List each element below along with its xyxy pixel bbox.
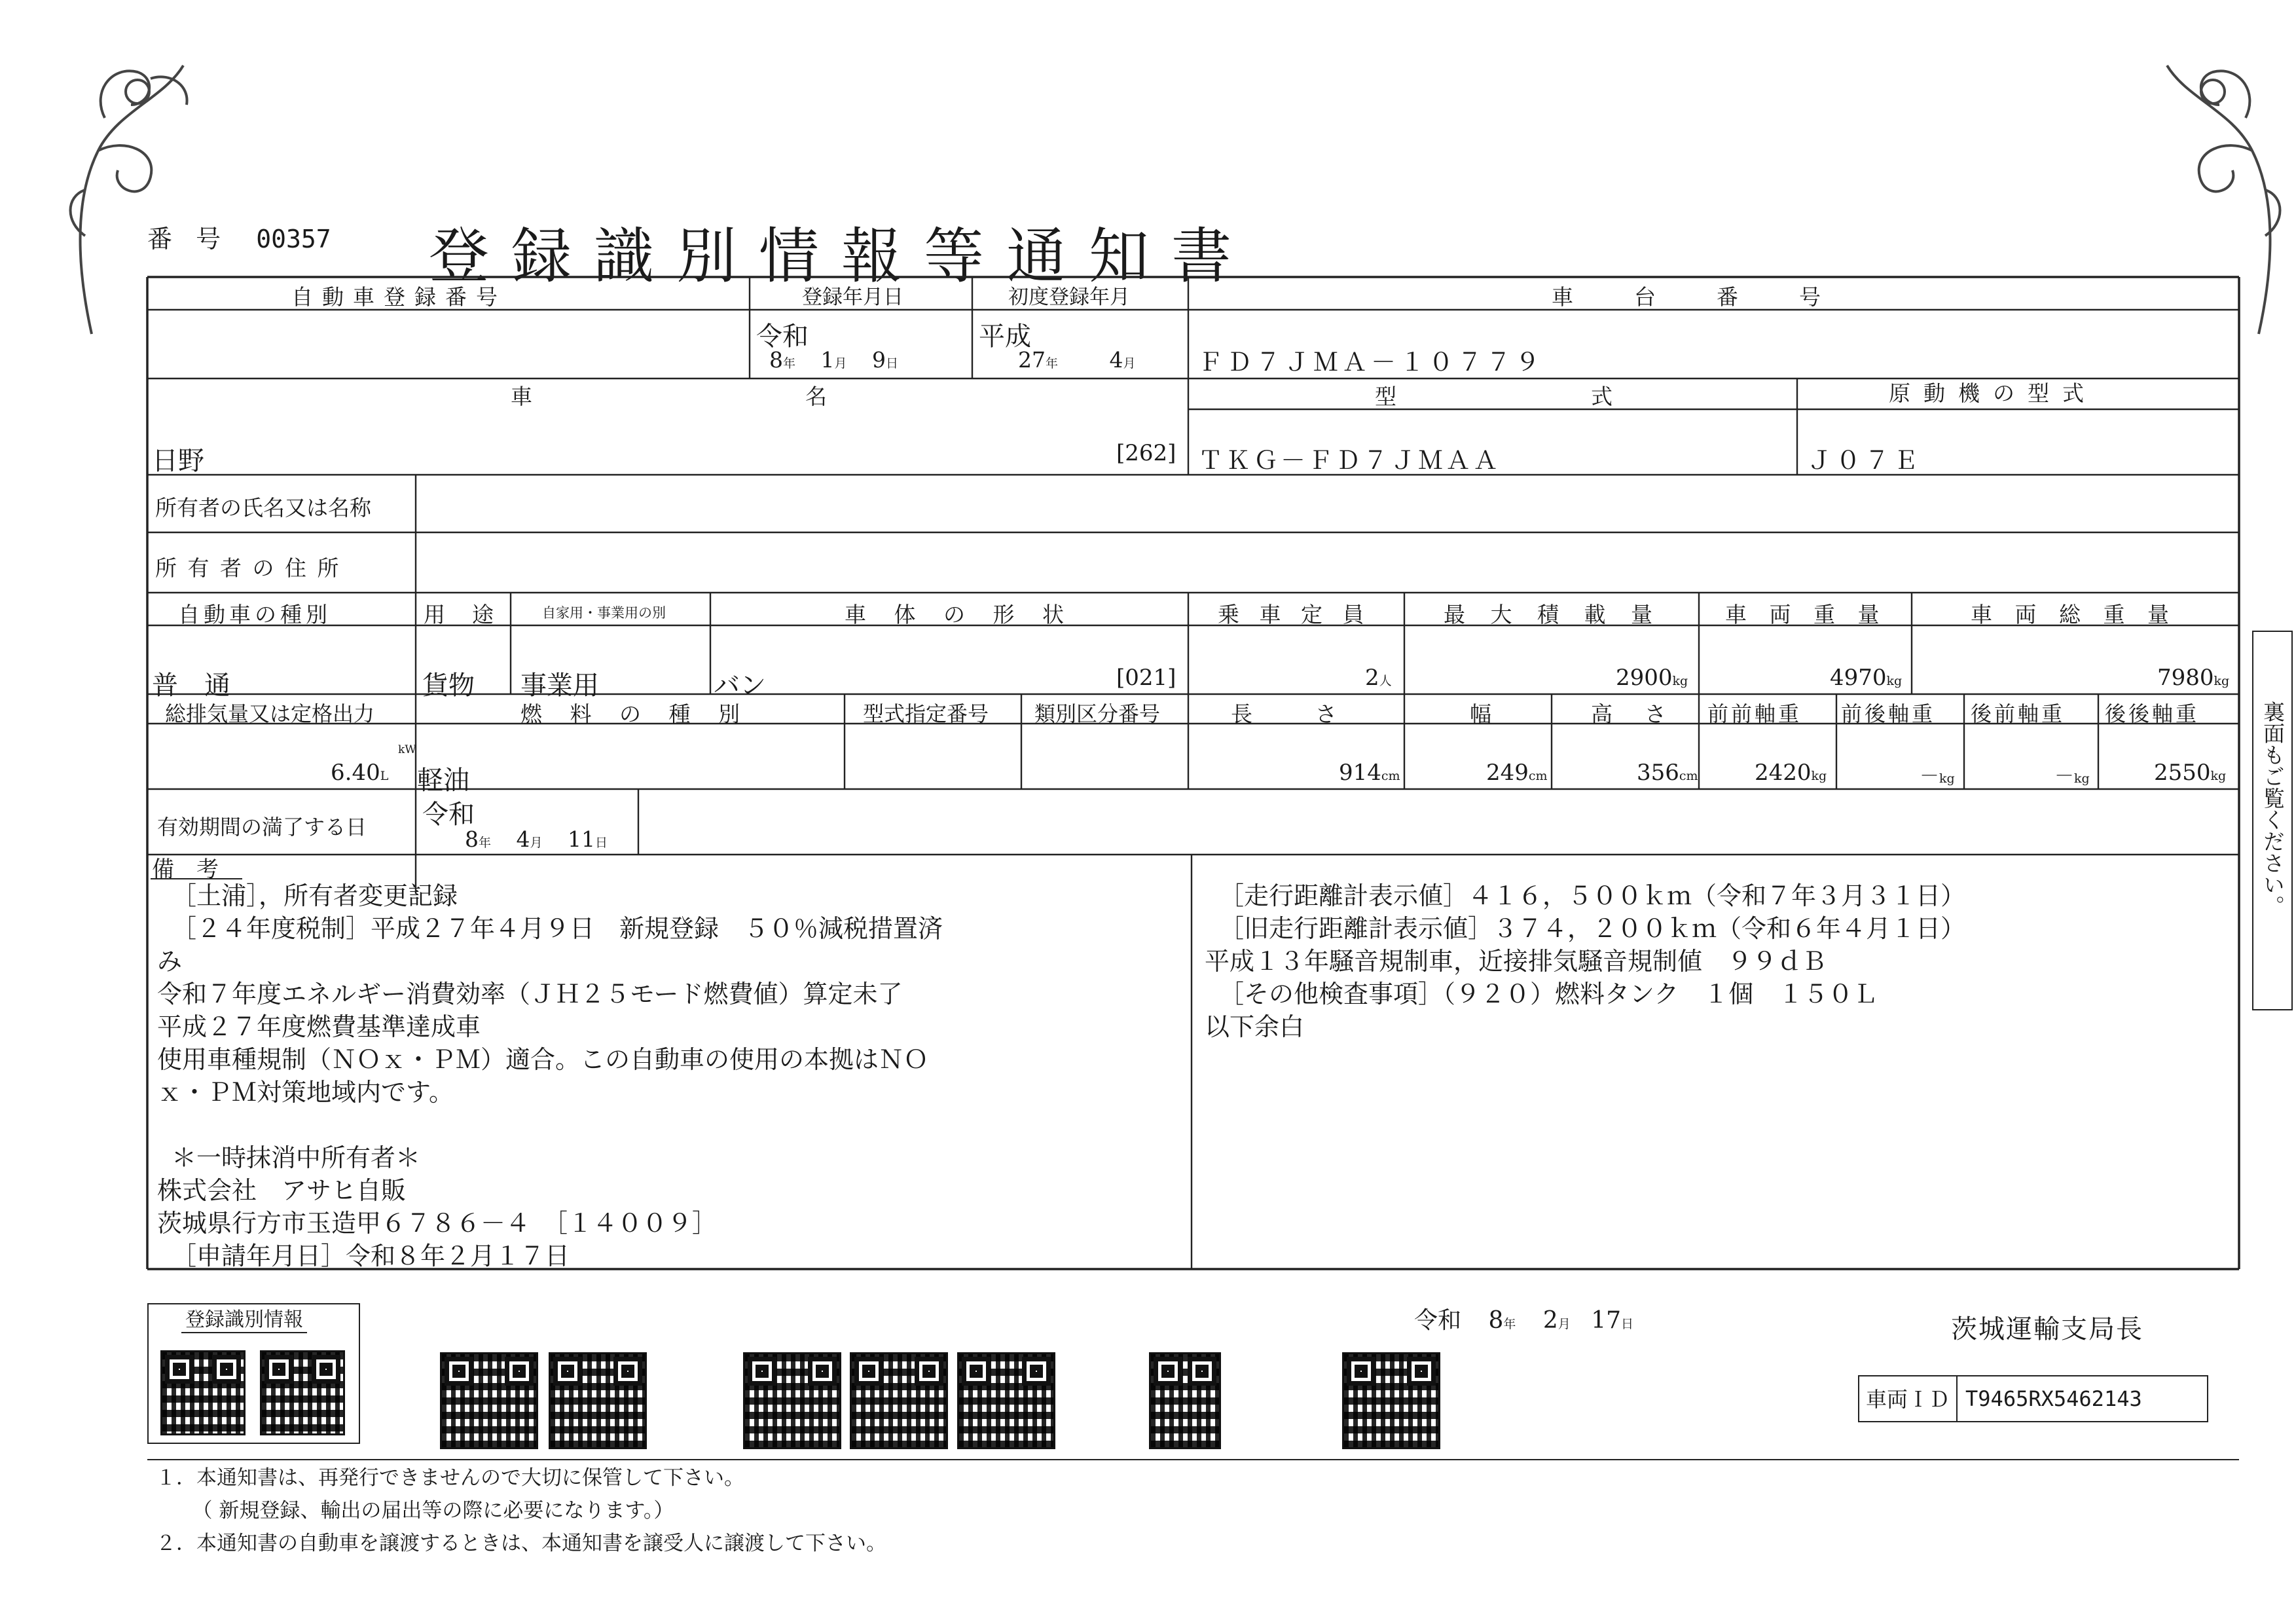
footer-note: １．本通知書は、再発行できませんので大切に保管して下さい。 xyxy=(156,1466,744,1490)
width xyxy=(1486,760,1548,786)
expiry-era: 令和 xyxy=(422,800,475,830)
rr-axle-value: 2550 xyxy=(2154,760,2211,786)
chassis-number: ＦＤ７ＪＭＡ－１０７７９ xyxy=(1198,348,1544,377)
label-category-number: 類別区分番号 xyxy=(1034,701,1161,726)
remark-line: ［その他検査事項］（９２０）燃料タンク １個 １５０Ｌ xyxy=(1219,980,1878,1008)
label-expiry: 有効期間の満了する日 xyxy=(157,815,367,840)
kg-unit: kg xyxy=(2074,771,2090,786)
expiry-year: 8 xyxy=(465,826,479,852)
issue-era: 令和 xyxy=(1414,1307,1462,1334)
qr-box-label: 登録識別情報 xyxy=(181,1303,307,1333)
rf-axle xyxy=(2054,760,2090,788)
year-unit: 年 xyxy=(1503,1317,1516,1331)
vehicle-id-box xyxy=(1858,1375,2208,1422)
label-usage: 用 途 xyxy=(424,602,496,627)
height-value: 356 xyxy=(1637,760,1679,786)
capacity xyxy=(1365,665,1392,691)
remarks-left xyxy=(157,879,943,1272)
label-first-registration: 初度登録年月 xyxy=(1008,286,1130,309)
label-fuel-type: 燃 料 の 種 別 xyxy=(520,701,750,727)
label-width: 幅 xyxy=(1470,701,1501,727)
expiry-day: 11 xyxy=(568,826,596,852)
length xyxy=(1339,760,1400,786)
document-title: 登録識別情報等通知書 xyxy=(429,221,1254,291)
registration-era: 令和 xyxy=(756,322,809,352)
rr-axle xyxy=(2154,760,2226,786)
body-shape-code: [021] xyxy=(1116,665,1176,691)
cm-unit: cm xyxy=(1679,769,1698,783)
capacity-value: 2 xyxy=(1365,665,1379,691)
remark-line xyxy=(157,1109,943,1141)
month-unit: 月 xyxy=(1123,356,1136,371)
qr-box xyxy=(147,1303,360,1444)
label-owner-address: 所 有 者 の 住 所 xyxy=(155,555,341,581)
label-capacity: 乗 車 定 員 xyxy=(1218,602,1371,627)
side-note: 裏面もご覧ください。 xyxy=(2260,701,2286,917)
displacement xyxy=(331,760,388,786)
vehicle-weight xyxy=(1830,665,1902,691)
max-load xyxy=(1616,665,1688,691)
month-unit: 月 xyxy=(530,836,543,850)
number-label: 番 号 xyxy=(147,225,229,253)
footer-note: ２．本通知書の自動車を譲渡するときは、本通知書を譲受人に譲渡して下さい。 xyxy=(156,1532,886,1555)
label-type-designation: 型式指定番号 xyxy=(863,701,989,726)
year-unit: 年 xyxy=(1046,356,1059,371)
registration-date xyxy=(769,347,898,373)
label-vehicle-weight: 車 両 重 量 xyxy=(1725,602,1887,627)
month-unit: 月 xyxy=(834,356,847,371)
day-unit: 日 xyxy=(595,836,608,850)
year-unit: 年 xyxy=(783,356,796,371)
issue-year: 8 xyxy=(1488,1307,1504,1334)
remark-line: ［申請年月日］令和８年２月１７日 xyxy=(172,1242,570,1270)
kg-unit: kg xyxy=(1886,674,1903,688)
first-registration-date xyxy=(1018,347,1136,373)
day-unit: 日 xyxy=(1621,1317,1634,1331)
qr-code xyxy=(1149,1352,1221,1449)
issuing-authority: 茨城運輸支局長 xyxy=(1951,1314,2143,1344)
car-name-code: [262] xyxy=(1116,440,1176,466)
vehicle-id-value: T9465RX5462143 xyxy=(1965,1386,2142,1411)
remark-line: 株式会社 アサヒ自販 xyxy=(157,1176,407,1205)
reg-day: 9 xyxy=(872,347,886,373)
kg-unit: kg xyxy=(1672,674,1688,688)
remark-line: み xyxy=(157,947,183,976)
label-rr-axle: 後後軸重 xyxy=(2105,701,2200,726)
l-unit: L xyxy=(380,769,389,783)
ff-axle xyxy=(1755,760,1827,786)
ff-axle-value: 2420 xyxy=(1755,760,1812,786)
footer-divider xyxy=(147,1459,2239,1460)
remark-line: ［旧走行距離計表示値］３７４，２００ｋｍ（令和６年４月１日） xyxy=(1219,914,1966,943)
remark-line: 平成１３年騒音規制車，近接排気騒音規制値 ９９ｄＢ xyxy=(1205,947,1827,976)
label-remarks: 備 考 xyxy=(152,857,219,883)
footer-note: （ 新規登録、輸出の届出等の際に必要になります。） xyxy=(182,1499,674,1522)
width-value: 249 xyxy=(1486,760,1529,786)
gross-weight-value: 7980 xyxy=(2157,665,2214,691)
fr-axle xyxy=(1920,760,1955,788)
qr-code xyxy=(743,1352,841,1449)
year-unit: 年 xyxy=(479,836,492,850)
remark-line: 平成２７年度燃費基準達成車 xyxy=(157,1012,481,1041)
label-owner-name: 所有者の氏名又は名称 xyxy=(155,495,371,521)
label-car-name-2: 名 xyxy=(805,384,836,409)
qr-code xyxy=(850,1352,948,1449)
day-unit: 日 xyxy=(886,356,899,371)
kg-unit: kg xyxy=(1939,771,1955,786)
label-model-1: 型 xyxy=(1375,384,1406,409)
remarks-right xyxy=(1205,879,1965,1043)
body-shape: バン xyxy=(714,671,766,701)
label-max-load: 最 大 積 載 量 xyxy=(1444,602,1662,627)
label-rf-axle: 後前軸重 xyxy=(1971,701,2066,726)
label-engine-model: 原動機の型式 xyxy=(1889,380,2097,406)
height xyxy=(1637,760,1698,786)
qr-code xyxy=(440,1352,538,1449)
first-registration-era: 平成 xyxy=(979,322,1031,352)
remark-line: 使用車種規制（ＮＯｘ・ＰＭ）適合。この自動車の使用の本拠はＮＯ xyxy=(157,1045,929,1074)
reg-year: 8 xyxy=(769,347,783,373)
label-model-2: 式 xyxy=(1591,384,1622,409)
expiry-date xyxy=(465,826,608,852)
footer-notes xyxy=(156,1462,886,1560)
kw-unit: kW xyxy=(398,743,416,756)
kg-unit: kg xyxy=(2210,769,2227,783)
rf-axle-value: － xyxy=(2054,765,2074,788)
label-car-name-1: 車 xyxy=(511,384,541,409)
remark-line: ［走行距離計表示値］４１６，５００ｋｍ（令和７年３月３１日） xyxy=(1219,881,1966,910)
qr-code xyxy=(160,1350,246,1435)
vehicle-kind: 普 通 xyxy=(152,671,230,701)
reg-month: 1 xyxy=(820,347,835,373)
remark-line: ［土浦］，所有者変更記録 xyxy=(172,881,458,910)
cm-unit: cm xyxy=(1528,769,1548,783)
kg-unit: kg xyxy=(1811,769,1827,783)
engine-model-value: Ｊ０７Ｅ xyxy=(1807,446,1923,475)
kg-unit: kg xyxy=(2214,674,2230,688)
max-load-value: 2900 xyxy=(1616,665,1673,691)
qr-code xyxy=(260,1350,345,1435)
label-length: 長 さ xyxy=(1231,701,1343,727)
issue-day: 17 xyxy=(1591,1307,1622,1334)
remark-line: ＊一時抹消中所有者＊ xyxy=(172,1143,421,1172)
expiry-month: 4 xyxy=(516,826,530,852)
remark-line: 以下余白 xyxy=(1205,1012,1305,1041)
vehicle-id-label: 車両ＩＤ xyxy=(1859,1376,1958,1421)
label-registration-date: 登録年月日 xyxy=(802,286,903,309)
qr-code xyxy=(1342,1352,1440,1449)
qr-code xyxy=(549,1352,647,1449)
remark-line: ｘ・ＰＭ対策地域内です。 xyxy=(157,1078,454,1107)
label-registration-number: 自動車登録番号 xyxy=(291,284,507,310)
gross-weight xyxy=(2157,665,2229,691)
cm-unit: cm xyxy=(1381,769,1400,783)
label-body-shape: 車 体 の 形 状 xyxy=(845,602,1074,627)
fuel-type: 軽油 xyxy=(417,766,469,796)
side-note-box xyxy=(2252,631,2293,1010)
remark-line: 令和７年度エネルギー消費効率（ＪＨ２５モード燃費値）算定未了 xyxy=(157,980,903,1008)
displacement-value: 6.40 xyxy=(331,760,380,786)
label-fr-axle: 前後軸重 xyxy=(1841,701,1936,726)
fr-axle-value: － xyxy=(1920,765,1939,788)
model-value: ＴＫＧ－ＦＤ７ＪＭＡＡ xyxy=(1198,446,1501,475)
number-value: 00357 xyxy=(256,225,331,253)
car-name: 日野 xyxy=(152,446,204,476)
issue-date xyxy=(1414,1302,1633,1335)
label-gross-weight: 車 両 総 重 量 xyxy=(1971,602,2177,627)
label-chassis-number: 車 台 番 号 xyxy=(1552,284,1840,310)
label-ff-axle: 前前軸重 xyxy=(1707,701,1802,726)
label-displacement: 総排気量又は定格出力 xyxy=(165,701,375,726)
remark-line: 茨城県行方市玉造甲６７８６－４ ［１４００９］ xyxy=(157,1209,718,1238)
usage: 貨物 xyxy=(422,671,475,701)
label-vehicle-kind: 自動車の種別 xyxy=(178,602,331,627)
month-unit: 月 xyxy=(1558,1317,1571,1331)
first-year: 27 xyxy=(1018,347,1046,373)
issue-month: 2 xyxy=(1542,1307,1558,1334)
remark-line: ［２４年度税制］平成２７年４月９日 新規登録 ５０％減税措置済 xyxy=(172,914,943,943)
length-value: 914 xyxy=(1339,760,1381,786)
qr-code xyxy=(957,1352,1055,1449)
private-business: 事業用 xyxy=(520,671,599,701)
label-height: 高 さ xyxy=(1591,701,1671,727)
vehicle-weight-value: 4970 xyxy=(1830,665,1887,691)
first-month: 4 xyxy=(1109,347,1123,373)
label-private-business: 自家用・事業用の別 xyxy=(542,605,666,621)
capacity-unit: 人 xyxy=(1379,674,1392,688)
